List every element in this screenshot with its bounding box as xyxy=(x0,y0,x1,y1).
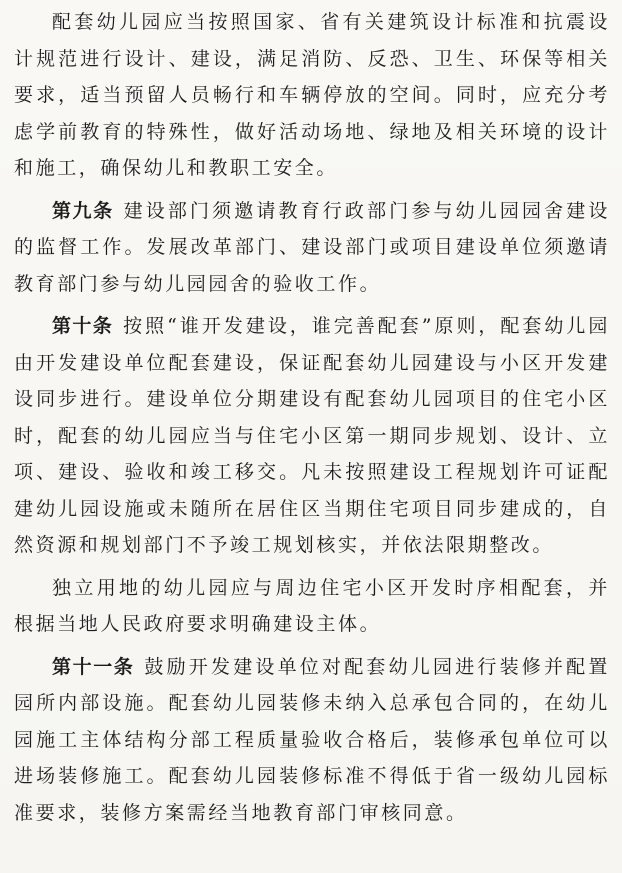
paragraph-text: 独立用地的幼儿园应与周边住宅小区开发时序相配套，并根据当地人民政府要求明确建设主体。 xyxy=(14,576,610,635)
paragraph-independent-land xyxy=(14,570,610,643)
article-label: 第十条 xyxy=(52,315,114,337)
article-10 xyxy=(14,308,610,564)
article-label: 第十一条 xyxy=(52,655,135,678)
article-11 xyxy=(14,649,610,832)
paragraph-design-requirements xyxy=(14,4,610,187)
paragraph-text: 配套幼儿园应当按照国家、省有关建筑设计标准和抗震设计规范进行设计、建设，满足消防、反恐、卫生、环保等相关要求，适当预留人员畅行和车辆停放的空间。同时，应充分考虑学前教育的特殊性，做好活动场地、绿地及相关环境的设计和施工，确保幼儿和教职工安全。 xyxy=(14,11,610,179)
paragraph-text: 建设部门须邀请教育行政部门参与幼儿园园舍建设的监督工作。发展改革部门、建设部门或项目建设单位须邀请教育部门参与幼儿园园舍的验收工作。 xyxy=(14,199,610,295)
article-9 xyxy=(14,193,610,303)
paragraph-text: 鼓励开发建设单位对配套幼儿园进行装修并配置园所内部设施。配套幼儿园装修未纳入总承包合同的，在幼儿园施工主体结构分部工程质量验收合格后，装修承包单位可以进场装修施工。配套幼儿园装修标准不得低于省一级幼儿园标准要求，装修方案需经当地教育部门审核同意。 xyxy=(14,655,610,824)
article-label: 第九条 xyxy=(52,199,114,222)
paragraph-text: 按照“谁开发建设，谁完善配套”原则，配套幼儿园由开发建设单位配套建设，保证配套幼儿园建设与小区开发建设同步进行。建设单位分期建设有配套幼儿园项目的住宅小区时，配套的幼儿园应当与住宅小区第一期同步规划、设计、立项、建设、验收和竣工移交。凡未按照建设工程规划许可证配建幼儿园设施或未随所在居住区当期住宅项目同步建成的，自然资源和规划部门不予竣工规划核实，并依法限期整改。 xyxy=(14,315,610,556)
